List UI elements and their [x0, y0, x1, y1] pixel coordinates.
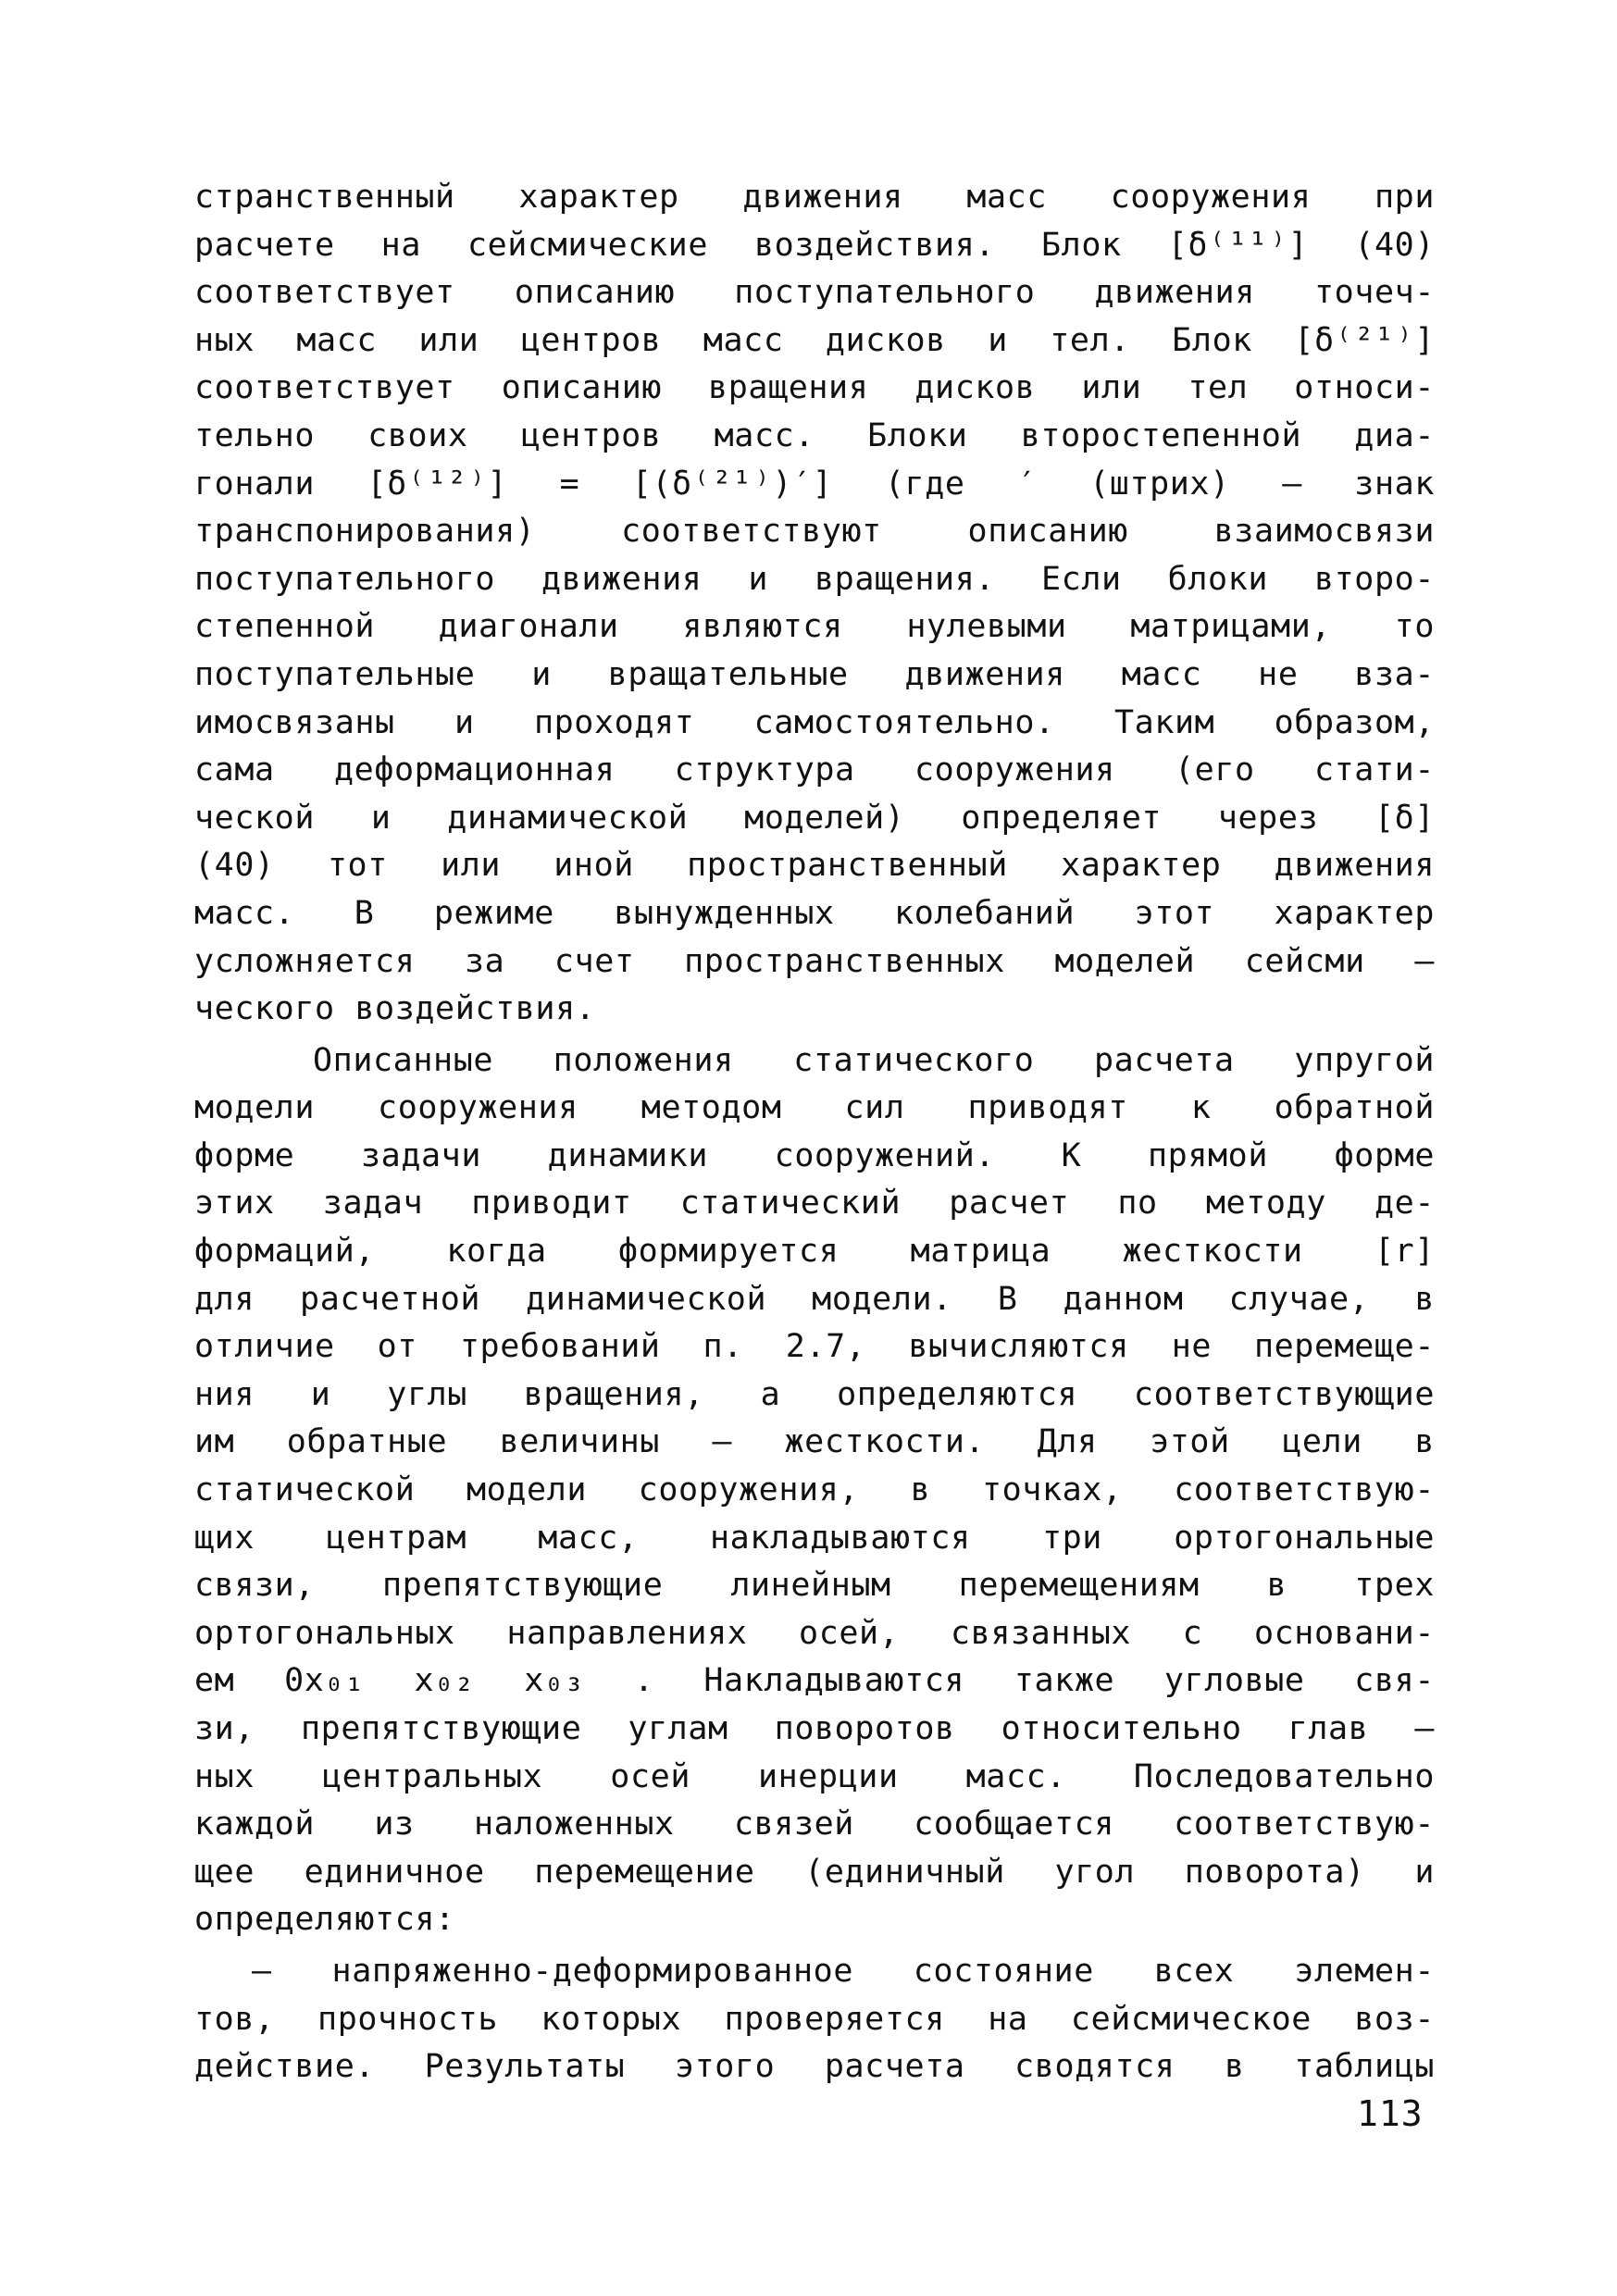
- body-text: [194, 174, 1435, 2091]
- text-line: (40) тот или иной пространственный характер движения: [194, 847, 1435, 885]
- text-line: соответствует описанию вращения дисков или тел относи-: [194, 369, 1435, 407]
- text-line: им обратные величины – жесткости. Для этой цели в: [194, 1423, 1435, 1461]
- paragraph-1: [194, 174, 1435, 1034]
- text-line: ных центральных осей инерции масс. Последовательно: [194, 1757, 1435, 1795]
- text-line: щее единичное перемещение (единичный угол поворота) и: [194, 1853, 1435, 1891]
- text-line: ческой и динамической моделей) определяет через [δ]: [194, 799, 1435, 837]
- text-line: форме задачи динамики сооружений. К прямой форме: [194, 1136, 1435, 1174]
- text-line: щих центрам масс, накладываются три ортогональные: [194, 1519, 1435, 1557]
- text-line: этих задач приводит статический расчет по методу де-: [194, 1185, 1435, 1222]
- text-line: действие. Результаты этого расчета сводятся в таблицы: [194, 2048, 1435, 2086]
- text-line: поступательного движения и вращения. Если блоки второ-: [194, 560, 1435, 598]
- text-line: расчете на сейсмические воздействия. Блок [δ⁽¹¹⁾] (40): [194, 226, 1435, 264]
- text-line: ния и углы вращения, а определяются соответствующие: [194, 1375, 1435, 1413]
- text-line: тельно своих центров масс. Блоки второстепенной диа-: [194, 416, 1435, 454]
- text-line: – напряженно-деформированное состояние всех элемен-: [252, 1952, 1435, 1990]
- text-line: формаций, когда формируется матрица жесткости [r]: [194, 1233, 1435, 1271]
- text-line: ных масс или центров масс дисков и тел. Блок [δ⁽²¹⁾]: [194, 321, 1435, 359]
- text-line: каждой из наложенных связей сообщается соответствую-: [194, 1806, 1435, 1843]
- text-line: связи, препятствующие линейным перемещениям в трех: [194, 1567, 1435, 1605]
- text-line: зи, препятствующие углам поворотов относительно глав –: [194, 1710, 1435, 1747]
- text-line: определяются:: [194, 1901, 455, 1939]
- paragraph-3: [194, 1948, 1435, 2091]
- text-line: ортогональных направлениях осей, связанных с основани-: [194, 1614, 1435, 1652]
- text-line: статической модели сооружения, в точках, соответствую-: [194, 1471, 1435, 1509]
- text-line: сама деформационная структура сооружения (его стати-: [194, 751, 1435, 789]
- text-line: имосвязаны и проходят самостоятельно. Таким образом,: [194, 703, 1435, 741]
- text-line: соответствует описанию поступательного движения точеч-: [194, 274, 1435, 312]
- text-line: модели сооружения методом сил приводят к обратной: [194, 1089, 1435, 1127]
- text-line: усложняется за счет пространственных моделей сейсми –: [194, 942, 1435, 980]
- text-line: Описанные положения статического расчета упругой: [313, 1041, 1435, 1079]
- text-line: ческого воздействия.: [194, 990, 596, 1028]
- text-line: поступательные и вращательные движения масс не вза-: [194, 655, 1435, 693]
- text-line: гонали [δ⁽¹²⁾] = [(δ⁽²¹⁾)′] (где ′ (штрих) – знак: [194, 465, 1435, 503]
- paragraph-2: [194, 1037, 1435, 1944]
- text-line: ем 0x₀₁ x₀₂ x₀₃ . Накладываются также угловые свя-: [194, 1662, 1435, 1700]
- text-line: транспонирования) соответствуют описанию взаимосвязи: [194, 513, 1435, 551]
- text-line: для расчетной динамической модели. В данном случае, в: [194, 1280, 1435, 1318]
- text-line: тов, прочность которых проверяется на сейсмическое воз-: [194, 2000, 1435, 2038]
- page-number: 113: [1357, 2093, 1424, 2134]
- text-line: отличие от требований п. 2.7, вычисляются не перемеще-: [194, 1328, 1435, 1366]
- text-line: странственный характер движения масс сооружения при: [194, 179, 1435, 216]
- text-line: масс. В режиме вынужденных колебаний этот характер: [194, 894, 1435, 932]
- text-line: степенной диагонали являются нулевыми матрицами, то: [194, 608, 1435, 646]
